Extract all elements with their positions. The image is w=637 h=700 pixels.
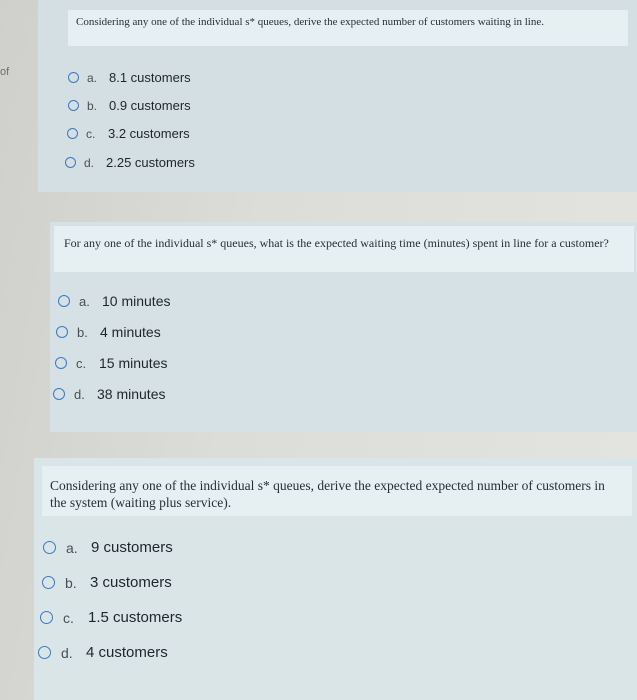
option-letter: c. bbox=[76, 355, 87, 371]
option-letter: b. bbox=[65, 574, 77, 591]
option-letter: c. bbox=[86, 126, 96, 141]
question-1-option-a[interactable] bbox=[68, 70, 191, 85]
option-letter: b. bbox=[87, 98, 98, 113]
question-3-option-a[interactable] bbox=[43, 539, 173, 556]
option-text: 10 minutes bbox=[102, 293, 171, 309]
option-letter: d. bbox=[84, 155, 95, 170]
radio-button-icon[interactable] bbox=[55, 357, 67, 369]
option-text: 9 customers bbox=[91, 539, 173, 556]
option-letter: c. bbox=[63, 609, 74, 626]
cropped-edge-text: of bbox=[0, 66, 10, 78]
option-text: 1.5 customers bbox=[88, 609, 183, 626]
question-card-1 bbox=[38, 0, 637, 192]
question-3-option-b[interactable] bbox=[42, 574, 172, 591]
radio-button-icon[interactable] bbox=[42, 576, 55, 589]
option-text: 3.2 customers bbox=[108, 126, 190, 141]
question-card-2 bbox=[50, 222, 637, 432]
radio-button-icon[interactable] bbox=[68, 100, 79, 111]
option-letter: d. bbox=[74, 386, 85, 402]
question-card-3 bbox=[34, 458, 637, 700]
radio-button-icon[interactable] bbox=[40, 611, 53, 624]
radio-button-icon[interactable] bbox=[68, 72, 79, 83]
option-text: 4 minutes bbox=[100, 324, 161, 340]
radio-button-icon[interactable] bbox=[67, 128, 78, 139]
radio-button-icon[interactable] bbox=[43, 541, 56, 554]
question-1-option-c[interactable] bbox=[67, 126, 190, 141]
option-letter: b. bbox=[77, 324, 88, 340]
option-text: 2.25 customers bbox=[106, 155, 195, 170]
radio-button-icon[interactable] bbox=[53, 388, 65, 400]
option-letter: a. bbox=[87, 70, 98, 85]
radio-button-icon[interactable] bbox=[58, 295, 70, 307]
option-text: 0.9 customers bbox=[109, 98, 191, 113]
option-text: 3 customers bbox=[90, 574, 172, 591]
question-1-prompt: Considering any one of the individual s* queues, derive the expected number of customers waiting in line. bbox=[68, 10, 628, 46]
question-1-option-b[interactable] bbox=[68, 98, 191, 113]
question-2-prompt: For any one of the individual s* queues, what is the expected waiting time (minutes) spent in line for a customer? bbox=[54, 226, 634, 272]
radio-button-icon[interactable] bbox=[65, 157, 76, 168]
question-3-option-c[interactable] bbox=[40, 609, 182, 626]
question-2-option-b[interactable] bbox=[56, 324, 161, 340]
option-text: 15 minutes bbox=[99, 355, 168, 371]
option-letter: d. bbox=[61, 644, 73, 661]
option-text: 8.1 customers bbox=[109, 70, 191, 85]
option-letter: a. bbox=[79, 293, 90, 309]
question-3-option-d[interactable] bbox=[38, 644, 168, 661]
question-2-option-c[interactable] bbox=[55, 355, 167, 371]
option-letter: a. bbox=[66, 539, 78, 556]
question-2-option-d[interactable] bbox=[53, 386, 165, 402]
question-3-prompt: Considering any one of the individual s* queues, derive the expected expected number of customers in the system (waiting plus service). bbox=[42, 466, 632, 516]
question-1-option-d[interactable] bbox=[65, 155, 195, 170]
option-text: 38 minutes bbox=[97, 386, 166, 402]
radio-button-icon[interactable] bbox=[38, 646, 51, 659]
option-text: 4 customers bbox=[86, 644, 168, 661]
radio-button-icon[interactable] bbox=[56, 326, 68, 338]
question-2-option-a[interactable] bbox=[58, 293, 170, 309]
